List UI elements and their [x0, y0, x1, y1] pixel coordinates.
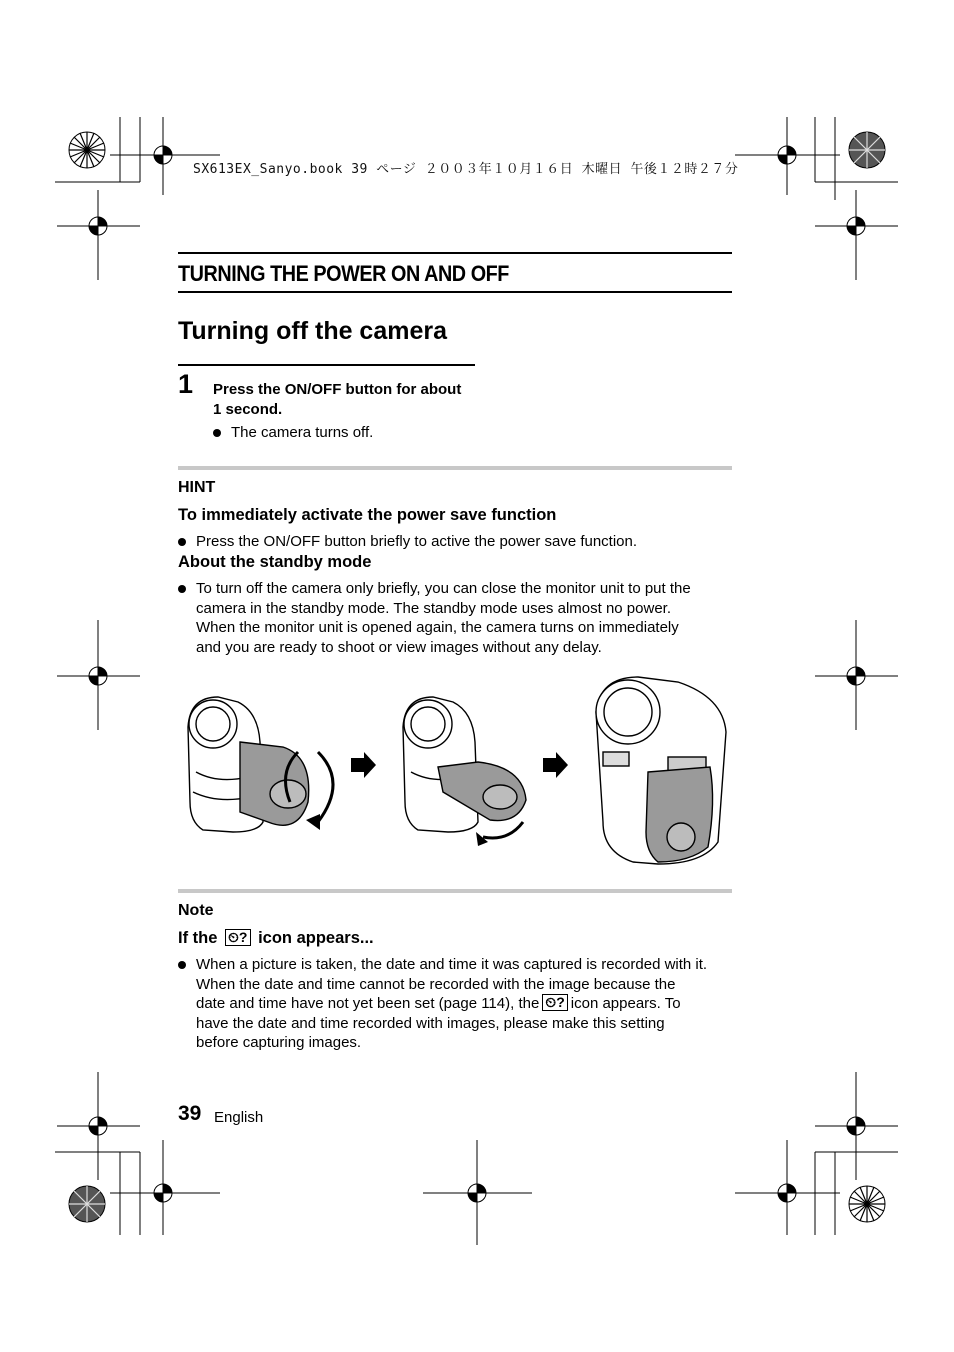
note-line: When the date and time cannot be recorded with the image because the: [196, 975, 676, 993]
hint-heading-standby: About the standby mode: [178, 553, 372, 571]
bullet-icon: [178, 585, 186, 593]
hint-heading-power-save: To immediately activate the power save function: [178, 506, 557, 524]
note-line: have the date and time recorded with images, please make this setting: [196, 1014, 665, 1032]
step-instruction: [213, 380, 493, 420]
note-line-pre: date and time have not yet been set (page 114), the: [196, 995, 540, 1012]
hint-standby-line: To turn off the camera only briefly, you can close the monitor unit to put the: [196, 580, 691, 597]
note-heading-pre: If the: [178, 929, 218, 947]
page-number: 39: [178, 1102, 202, 1125]
hint-bullet-power-save-text: Press the ON/OFF button briefly to active the power save function.: [196, 533, 638, 550]
bullet-icon: [178, 538, 186, 546]
step-instruction-line1: Press the ON/OFF button for about: [213, 381, 462, 398]
note-line: When a picture is taken, the date and time it was captured is recorded with it.: [196, 956, 708, 973]
note-line: before capturing images.: [196, 1034, 362, 1051]
hint-label: HINT: [178, 479, 216, 496]
right-arrow-icon: [543, 752, 568, 778]
note-line: [196, 994, 707, 1014]
camcorder-icon: [596, 677, 726, 864]
camcorder-icon: [403, 697, 526, 832]
note-heading: [178, 929, 374, 948]
step-instruction-line2: 1 second.: [213, 401, 283, 418]
section-rule-top: [178, 252, 732, 254]
bullet-icon: [178, 961, 186, 969]
hint-rule: [178, 466, 732, 470]
hint-standby-line: and you are ready to shoot or view images without any delay.: [196, 638, 602, 656]
camcorder-illustration: [178, 672, 738, 872]
step-result: [213, 423, 373, 443]
hint-bullet-power-save: [178, 532, 637, 552]
section-title: TURNING THE POWER ON AND OFF: [178, 261, 509, 286]
note-label: Note: [178, 902, 214, 919]
step-rule: [178, 364, 475, 366]
section-rule-bottom: [178, 291, 732, 293]
note-heading-post: icon appears...: [258, 929, 374, 947]
step-number: 1: [178, 369, 194, 399]
note-rule: [178, 889, 732, 893]
step-result-text: The camera turns off.: [231, 424, 374, 441]
clock-icon: ⏲?: [225, 929, 250, 946]
bullet-icon: [213, 429, 221, 437]
right-arrow-icon: [351, 752, 376, 778]
page-language: English: [214, 1109, 264, 1126]
hint-standby-line: camera in the standby mode. The standby mode uses almost no power.: [196, 599, 671, 617]
note-line-post: icon appears. To: [570, 995, 681, 1012]
clock-icon: ⏲?: [542, 994, 567, 1011]
hint-bullet-standby: [178, 579, 691, 657]
hint-standby-line: When the monitor unit is opened again, the camera turns on immediately: [196, 619, 679, 636]
note-bullet: [178, 955, 707, 1053]
page-title: Turning off the camera: [178, 317, 448, 345]
rotate-arrow-icon: [318, 752, 333, 822]
print-header: SX613EX_Sanyo.book 39 ページ ２００３年１０月１６日 木曜日 午後１２時２７分: [193, 162, 739, 177]
